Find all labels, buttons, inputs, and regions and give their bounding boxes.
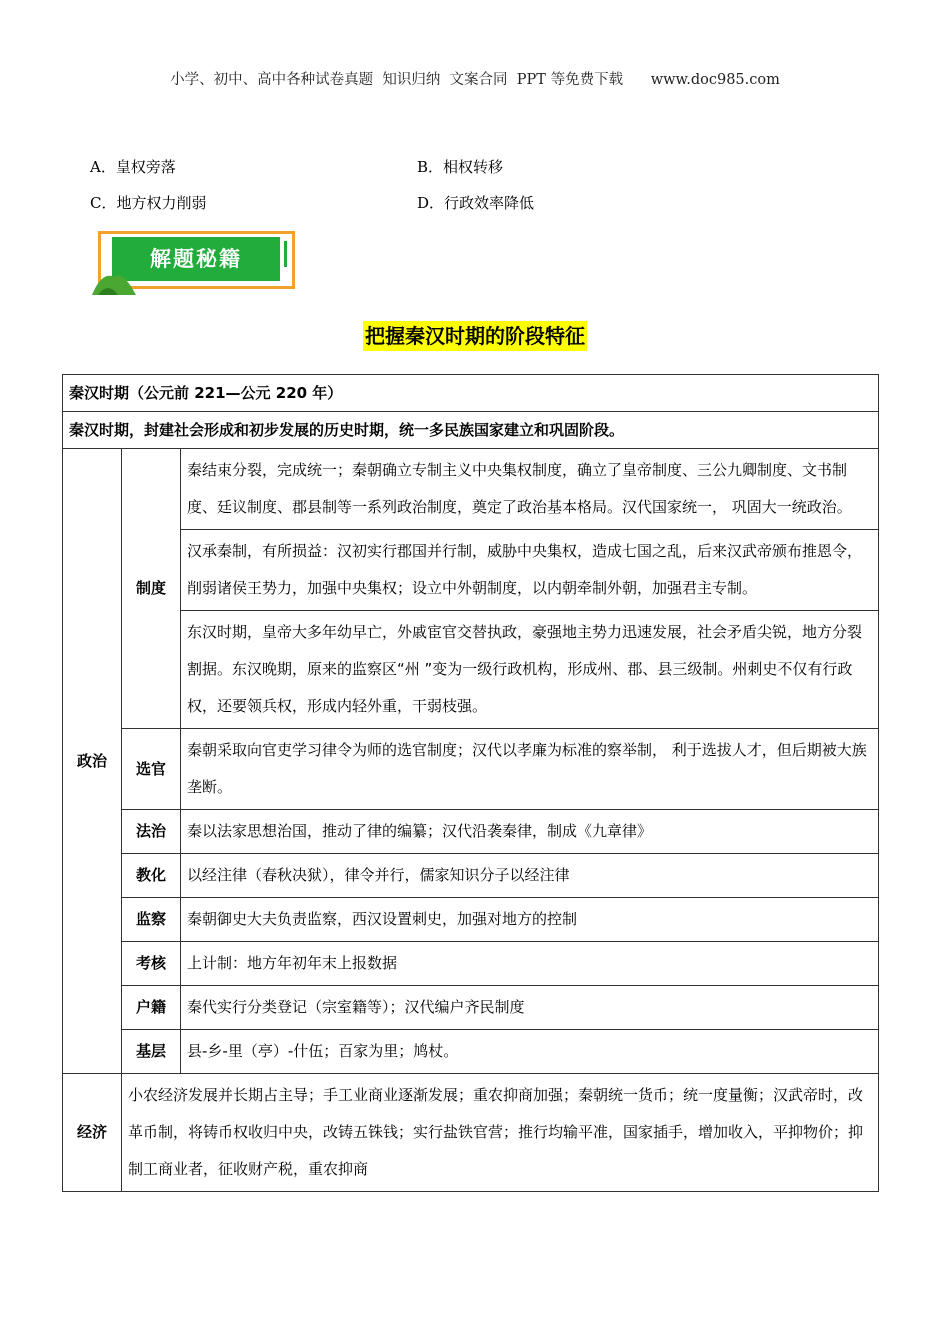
hill-icon [92, 267, 138, 295]
qin-han-table [62, 374, 879, 1192]
table-row [63, 898, 879, 942]
economy-text: 小农经济发展并长期占主导；手工业商业逐渐发展；重农抑商加强；秦朝统一货币；统一度量衡；汉武帝时，改革币制，将铸币权收归中央，改铸五铢钱；实行盐铁官营；推行均输平准，国家插手，增加收入，平抑物价；抑制工商业者，征收财产税，重农抑商 [122, 1074, 879, 1192]
table-row [63, 942, 879, 986]
row-label-assessment: 考核 [122, 942, 181, 986]
table-row [63, 449, 879, 530]
period-cell: 秦汉时期（公元前 221—公元 220 年） [63, 375, 879, 412]
row-label-selection: 选官 [122, 729, 181, 810]
row-text-grassroots: 县-乡-里（亭）-什伍；百家为里；鸠杖。 [181, 1030, 879, 1074]
option-b: B．相权转移 [417, 158, 504, 176]
table-row [63, 375, 879, 412]
table-row [63, 1030, 879, 1074]
page-header: 小学、初中、高中各种试卷真题 知识归纳 文案合同 PPT 等免费下载 www.doc985.com [170, 72, 780, 88]
option-a: A．皇权旁落 [90, 158, 176, 176]
economy-label: 经济 [63, 1074, 122, 1192]
row-text-selection: 秦朝采取向官吏学习律令为师的选官制度；汉代以孝廉为标准的察举制， 利于选拔人才，但后期被大族垄断。 [181, 729, 879, 810]
row-label-law: 法治 [122, 810, 181, 854]
solution-tips-badge [92, 231, 297, 295]
badge-label: 解题秘籍 [112, 237, 280, 281]
table-row [63, 412, 879, 449]
row-text-assessment: 上计制：地方年初年末上报数据 [181, 942, 879, 986]
system-row-2: 汉承秦制，有所损益：汉初实行郡国并行制，威胁中央集权，造成七国之乱，后来汉武帝颁布推恩令，削弱诸侯王势力，加强中央集权；设立中外朝制度，以内朝牵制外朝，加强君主专制。 [181, 530, 879, 611]
row-text-law: 秦以法家思想治国，推动了律的编纂；汉代沿袭秦律，制成《九章律》 [181, 810, 879, 854]
badge-accent-bar [284, 241, 287, 267]
section-title [0, 320, 950, 349]
row-label-household: 户籍 [122, 986, 181, 1030]
table-row [63, 1074, 879, 1192]
politics-label: 政治 [63, 449, 122, 1074]
row-text-education: 以经注律（春秋决狱），律令并行，儒家知识分子以经注律 [181, 854, 879, 898]
table-row [63, 530, 879, 611]
system-label: 制度 [122, 449, 181, 729]
row-label-education: 教化 [122, 854, 181, 898]
table-row [63, 611, 879, 729]
table-row [63, 729, 879, 810]
row-label-grassroots: 基层 [122, 1030, 181, 1074]
row-text-supervision: 秦朝御史大夫负责监察，西汉设置刺史，加强对地方的控制 [181, 898, 879, 942]
row-label-supervision: 监察 [122, 898, 181, 942]
table-row [63, 810, 879, 854]
option-d: D．行政效率降低 [417, 194, 535, 212]
option-c: C．地方权力削弱 [90, 194, 207, 212]
summary-cell: 秦汉时期，封建社会形成和初步发展的历史时期，统一多民族国家建立和巩固阶段。 [63, 412, 879, 449]
table-row [63, 854, 879, 898]
system-row-1: 秦结束分裂，完成统一；秦朝确立专制主义中央集权制度，确立了皇帝制度、三公九卿制度、文书制度、廷议制度、郡县制等一系列政治制度，奠定了政治基本格局。汉代国家统一， 巩固大一统政治。 [181, 449, 879, 530]
system-row-3: 东汉时期，皇帝大多年幼早亡，外戚宦官交替执政，豪强地主势力迅速发展，社会矛盾尖锐，地方分裂割据。东汉晚期，原来的监察区“州 ”变为一级行政机构，形成州、郡、县三级制。州刺史不仅有行政权，还要领兵权，形成内轻外重，干弱枝强。 [181, 611, 879, 729]
row-text-household: 秦代实行分类登记（宗室籍等）；汉代编户齐民制度 [181, 986, 879, 1030]
section-title-text: 把握秦汉时期的阶段特征 [363, 321, 587, 351]
table-row [63, 986, 879, 1030]
